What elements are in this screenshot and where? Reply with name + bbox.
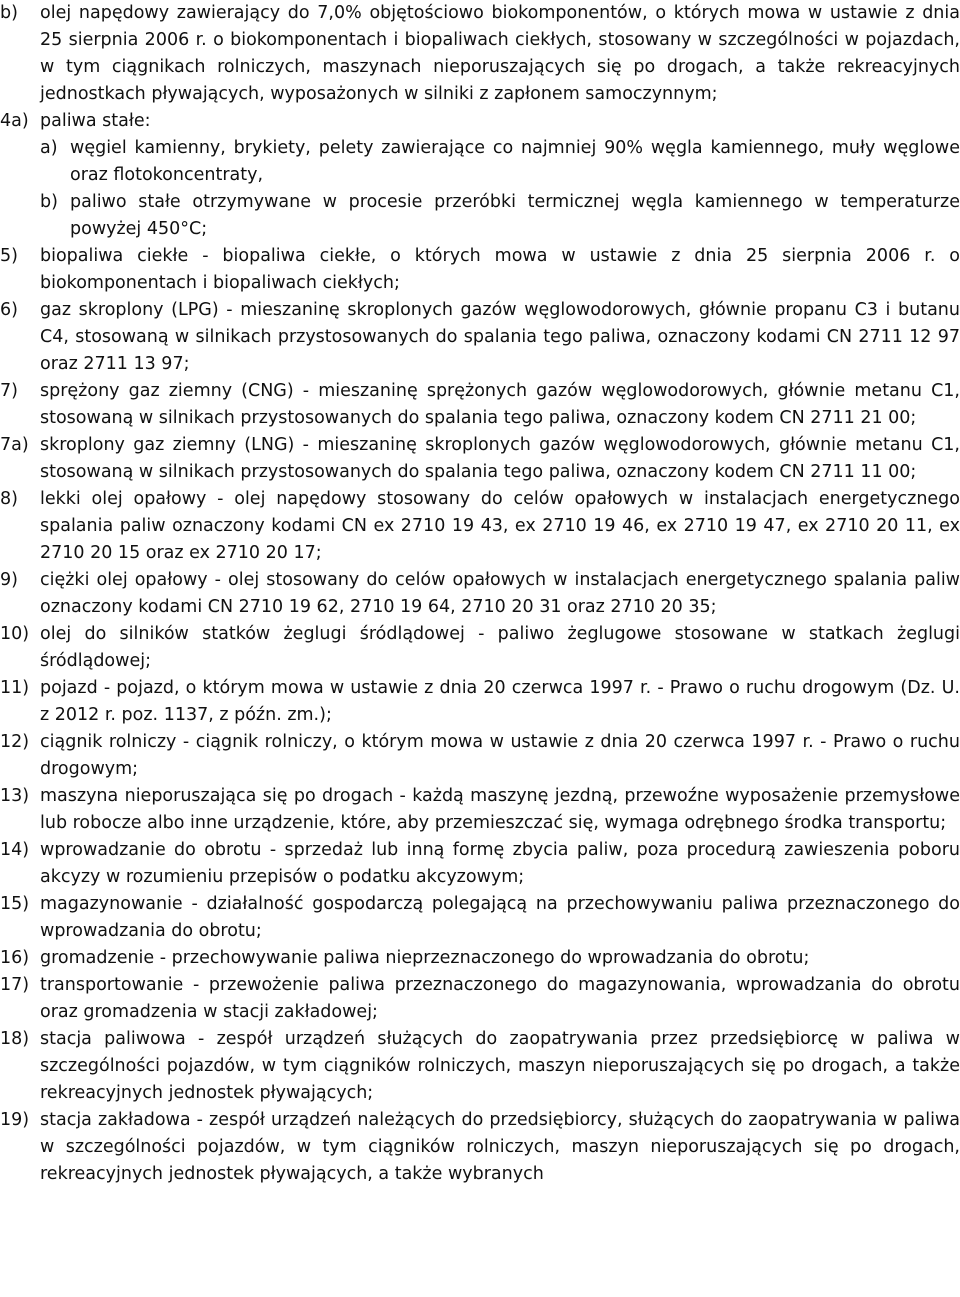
list-marker: 13) bbox=[0, 786, 30, 806]
list-marker: 12) bbox=[0, 732, 30, 752]
list-item-15 bbox=[0, 891, 960, 945]
list-marker: 16) bbox=[0, 948, 30, 968]
list-item-text: stacja zakładowa - zespół urządzeń należących do przedsiębiorcy, służących do zaopatrywania w paliwa w szczególności pojazdów, w tym ciągników rolniczych, maszyn nieporuszających się po drogach, rekreacyjnych jednostek pływających, a także wybranych bbox=[40, 1110, 960, 1184]
list-marker: 6) bbox=[0, 300, 18, 320]
list-marker: 15) bbox=[0, 894, 30, 914]
list-item-text: magazynowanie - działalność gospodarczą polegającą na przechowywaniu paliwa przeznaczonego do wprowadzania do obrotu; bbox=[40, 894, 960, 941]
list-item-12 bbox=[0, 729, 960, 783]
list-marker: 19) bbox=[0, 1110, 30, 1130]
list-item-17 bbox=[0, 972, 960, 1026]
list-item-text: gromadzenie - przechowywanie paliwa nieprzeznaczonego do wprowadzania do obrotu; bbox=[40, 948, 810, 968]
list-item-text: sprężony gaz ziemny (CNG) - mieszaninę sprężonych gazów węglowodorowych, głównie metanu C1, stosowaną w silnikach przystosowanych do spalania tego paliwa, oznaczony kodem CN 2711 21 00; bbox=[40, 381, 960, 428]
list-marker: 8) bbox=[0, 489, 18, 509]
list-item-text: stacja paliwowa - zespół urządzeń służących do zaopatrywania przez przedsiębiorcę w paliwa w szczególności pojazdów, w tym ciągników rolniczych, maszyn nieporuszających się po drogach, a także rekreacyjnych jednostek pływających; bbox=[40, 1029, 960, 1103]
list-marker: 14) bbox=[0, 840, 30, 860]
list-item-19 bbox=[0, 1107, 960, 1188]
list-marker: 17) bbox=[0, 975, 30, 995]
list-item-7a bbox=[0, 432, 960, 486]
list-item-14 bbox=[0, 837, 960, 891]
list-marker: 11) bbox=[0, 678, 30, 698]
list-item-text: transportowanie - przewożenie paliwa przeznaczonego do magazynowania, wprowadzania do obrotu oraz gromadzenia w stacji zakładowej; bbox=[40, 975, 960, 1022]
list-item-9 bbox=[0, 567, 960, 621]
list-marker: 18) bbox=[0, 1029, 30, 1049]
list-item-text: pojazd - pojazd, o którym mowa w ustawie z dnia 20 czerwca 1997 r. - Prawo o ruchu drogowym (Dz. U. z 2012 r. poz. 1137, z późn. zm.); bbox=[40, 678, 960, 725]
list-item-text: olej napędowy zawierający do 7,0% objętościowo biokomponentów, o których mowa w ustawie z dnia 25 sierpnia 2006 r. o biokomponentach i biopaliwach ciekłych, stosowany w szczególności w pojazdach, w tym ciągnikach rolniczych, maszynach nieporuszających się po drogach, a także rekreacyjnych jednostkach pływających, wyposażonych w silniki z zapłonem samoczynnym; bbox=[40, 3, 960, 104]
list-item-4a-a bbox=[0, 135, 960, 189]
list-marker: 7) bbox=[0, 381, 18, 401]
list-item-b-top bbox=[0, 0, 960, 108]
list-item-10 bbox=[0, 621, 960, 675]
list-item-text: olej do silników statków żeglugi śródlądowej - paliwo żeglugowe stosowane w statkach żeglugi śródlądowej; bbox=[40, 624, 960, 671]
list-item-text: węgiel kamienny, brykiety, pelety zawierające co najmniej 90% węgla kamiennego, muły węglowe oraz flotokoncentraty, bbox=[70, 138, 960, 185]
list-item-13 bbox=[0, 783, 960, 837]
list-item-text: paliwa stałe: bbox=[40, 111, 151, 131]
list-marker: b) bbox=[40, 192, 58, 212]
list-item-8 bbox=[0, 486, 960, 567]
list-marker: a) bbox=[40, 138, 58, 158]
list-item-text: lekki olej opałowy - olej napędowy stosowany do celów opałowych w instalacjach energetycznego spalania paliw oznaczony kodami CN ex 2710 19 43, ex 2710 19 46, ex 2710 19 47, ex 2710 20 11, ex 2710 20 15 oraz ex 2710 20 17; bbox=[40, 489, 960, 563]
list-item-text: maszyna nieporuszająca się po drogach - każdą maszynę jezdną, przewoźne wyposażenie przemysłowe lub robocze albo inne urządzenie, które, aby przemieszczać się, wymaga odrębnego środka transportu; bbox=[40, 786, 960, 833]
list-marker: b) bbox=[0, 3, 18, 23]
list-item-text: gaz skroplony (LPG) - mieszaninę skroplonych gazów węglowodorowych, głównie propanu C3 i butanu C4, stosowaną w silnikach przystosowanych do spalania tego paliwa, oznaczony kodami CN 2711 12 97 oraz 2711 13 97; bbox=[40, 300, 960, 374]
list-item-text: ciągnik rolniczy - ciągnik rolniczy, o którym mowa w ustawie z dnia 20 czerwca 1997 r. - Prawo o ruchu drogowym; bbox=[40, 732, 960, 779]
list-marker: 5) bbox=[0, 246, 18, 266]
list-marker: 7a) bbox=[0, 435, 29, 455]
list-item-text: ciężki olej opałowy - olej stosowany do celów opałowych w instalacjach energetycznego spalania paliw oznaczony kodami CN 2710 19 62, 2710 19 64, 2710 20 31 oraz 2710 20 35; bbox=[40, 570, 960, 617]
list-item-text: paliwo stałe otrzymywane w procesie przeróbki termicznej węgla kamiennego w temperaturze powyżej 450°C; bbox=[70, 192, 960, 239]
list-marker: 4a) bbox=[0, 111, 29, 131]
list-item-4a-b bbox=[0, 189, 960, 243]
list-item-4a bbox=[0, 108, 960, 135]
list-item-text: wprowadzanie do obrotu - sprzedaż lub inną formę zbycia paliw, poza procedurą zawieszenia poboru akcyzy w rozumieniu przepisów o podatku akcyzowym; bbox=[40, 840, 960, 887]
list-item-18 bbox=[0, 1026, 960, 1107]
list-item-11 bbox=[0, 675, 960, 729]
list-item-6 bbox=[0, 297, 960, 378]
list-item-5 bbox=[0, 243, 960, 297]
list-item-7 bbox=[0, 378, 960, 432]
list-item-text: skroplony gaz ziemny (LNG) - mieszaninę skroplonych gazów węglowodorowych, głównie metanu C1, stosowaną w silnikach przystosowanych do spalania tego paliwa, oznaczony kodem CN 2711 11 00; bbox=[40, 435, 960, 482]
list-item-16 bbox=[0, 945, 960, 972]
list-marker: 9) bbox=[0, 570, 18, 590]
list-marker: 10) bbox=[0, 624, 30, 644]
list-item-text: biopaliwa ciekłe - biopaliwa ciekłe, o których mowa w ustawie z dnia 25 sierpnia 2006 r. o biokomponentach i biopaliwach ciekłych; bbox=[40, 246, 960, 293]
